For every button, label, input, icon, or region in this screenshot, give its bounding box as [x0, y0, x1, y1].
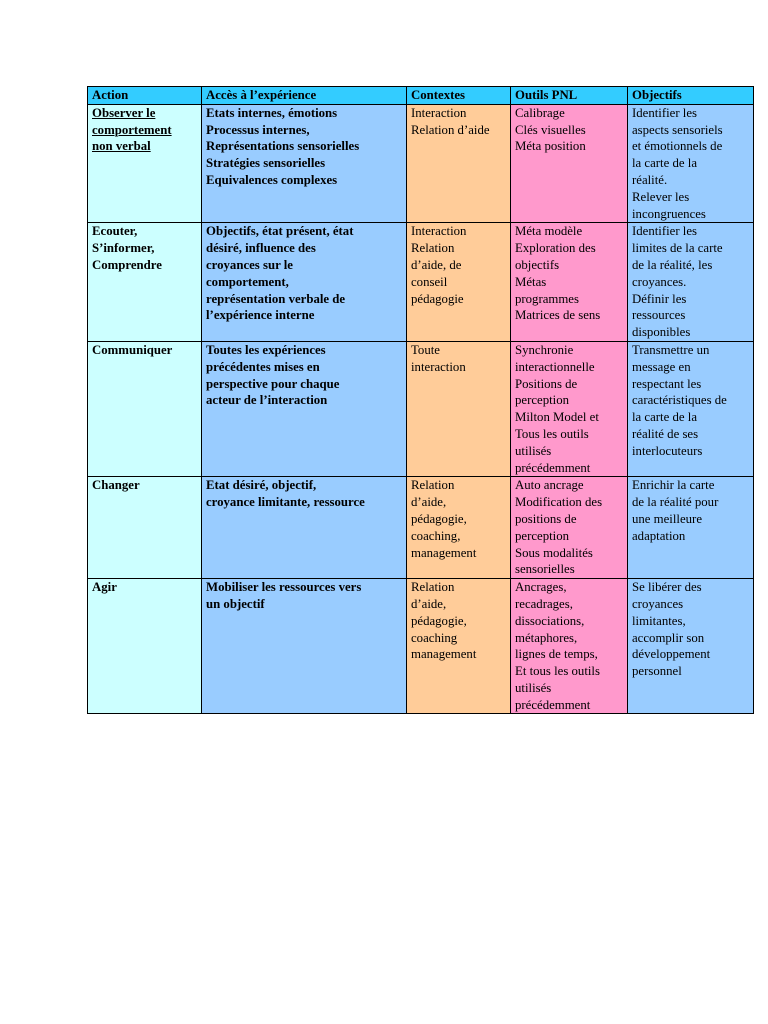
cell-line: Relever les — [632, 189, 690, 204]
cell-line: d’aide, — [411, 495, 447, 510]
cell-line: Représentations sensorielles — [206, 139, 360, 154]
cell-line: Transmettre un — [632, 342, 710, 357]
cell-line: croyances sur le — [206, 257, 293, 272]
cell-line: interlocuteurs — [632, 443, 703, 458]
cell-line: objectifs — [515, 257, 560, 272]
cell-line: croyances — [632, 596, 684, 611]
cell-line: S’informer, — [92, 241, 155, 256]
cell-contextes — [407, 477, 511, 579]
cell-line: Identifier les — [632, 105, 698, 120]
header-action: Action — [88, 87, 202, 105]
cell-line: utilisés — [515, 443, 552, 458]
header-objectifs: Objectifs — [628, 87, 754, 105]
cell-outils — [511, 477, 628, 579]
cell-line: Etat désiré, objectif, — [206, 478, 317, 493]
cell-line: message en — [632, 359, 691, 374]
cell-action — [88, 341, 202, 476]
cell-acces — [202, 579, 407, 714]
cell-line: Agir — [92, 580, 117, 595]
cell-outils — [511, 223, 628, 342]
cell-action — [88, 223, 202, 342]
cell-line: respectant les — [632, 376, 702, 391]
cell-contextes — [407, 341, 511, 476]
cell-line: incongruences — [632, 206, 706, 221]
cell-line: Et tous les outils — [515, 664, 600, 679]
cell-line: de la réalité, les — [632, 257, 713, 272]
cell-contextes — [407, 579, 511, 714]
cell-line: Mobiliser les ressources vers — [206, 580, 362, 595]
header-contextes: Contextes — [407, 87, 511, 105]
cell-line: la carte de la — [632, 156, 698, 171]
cell-objectifs — [628, 477, 754, 579]
cell-action — [88, 579, 202, 714]
cell-line: Positions de — [515, 376, 578, 391]
cell-line: ressources — [632, 308, 686, 323]
cell-line: pédagogie, — [411, 613, 467, 628]
cell-line: Auto ancrage — [515, 478, 584, 493]
cell-line: accomplir son — [632, 630, 705, 645]
cell-line: Relation — [411, 241, 455, 256]
cell-acces — [202, 104, 407, 223]
cell-objectifs — [628, 223, 754, 342]
cell-line: croyances. — [632, 274, 687, 289]
cell-line: comportement, — [206, 274, 289, 289]
table-row — [88, 477, 754, 579]
cell-acces — [202, 341, 407, 476]
cell-line: croyance limitante, ressource — [206, 495, 365, 510]
table-row — [88, 579, 754, 714]
pnl-table — [87, 86, 754, 714]
cell-line: Identifier les — [632, 224, 698, 239]
cell-line: interactionnelle — [515, 359, 595, 374]
cell-line: lignes de temps, — [515, 647, 598, 662]
cell-line: Relation — [411, 478, 455, 493]
cell-line: de la réalité pour — [632, 495, 719, 510]
cell-line: Interaction — [411, 105, 467, 120]
cell-objectifs — [628, 104, 754, 223]
cell-line: recadrages, — [515, 596, 573, 611]
table-row — [88, 104, 754, 223]
cell-line: Observer le — [92, 105, 156, 120]
cell-line: Ecouter, — [92, 224, 138, 239]
cell-line: dissociations, — [515, 613, 585, 628]
cell-line: sensorielles — [515, 562, 575, 577]
cell-line: Relation — [411, 580, 455, 595]
cell-line: comportement — [92, 122, 172, 137]
cell-line: Calibrage — [515, 105, 565, 120]
cell-line: Synchronie — [515, 342, 574, 357]
cell-line: pédagogie, — [411, 511, 467, 526]
cell-line: Etats internes, émotions — [206, 105, 338, 120]
cell-line: acteur de l’interaction — [206, 393, 328, 408]
cell-objectifs — [628, 579, 754, 714]
cell-line: précédemment — [515, 460, 591, 475]
cell-line: Processus internes, — [206, 122, 310, 137]
cell-line: Milton Model et — [515, 410, 599, 425]
cell-contextes — [407, 223, 511, 342]
cell-line: programmes — [515, 291, 579, 306]
cell-line: Exploration des — [515, 241, 596, 256]
cell-line: perspective pour chaque — [206, 376, 340, 391]
cell-line: désiré, influence des — [206, 241, 316, 256]
cell-line: aspects sensoriels — [632, 122, 723, 137]
cell-contextes — [407, 104, 511, 223]
cell-line: Comprendre — [92, 257, 162, 272]
cell-line: réalité de ses — [632, 426, 699, 441]
cell-outils — [511, 341, 628, 476]
cell-line: interaction — [411, 359, 466, 374]
header-row — [88, 87, 754, 105]
cell-outils — [511, 104, 628, 223]
cell-line: Tous les outils — [515, 426, 589, 441]
cell-line: positions de — [515, 511, 577, 526]
cell-line: d’aide, de — [411, 257, 462, 272]
table-body — [88, 104, 754, 714]
cell-line: limites de la carte — [632, 241, 723, 256]
cell-line: Ancrages, — [515, 580, 567, 595]
cell-line: utilisés — [515, 680, 552, 695]
cell-line: Toutes les expériences — [206, 342, 326, 357]
cell-line: Stratégies sensorielles — [206, 156, 326, 171]
cell-line: management — [411, 647, 477, 662]
cell-line: Objectifs, état présent, état — [206, 224, 354, 239]
cell-line: développement — [632, 647, 711, 662]
cell-line: Changer — [92, 478, 140, 493]
cell-line: caractéristiques de — [632, 393, 727, 408]
cell-line: perception — [515, 528, 570, 543]
cell-line: Clés visuelles — [515, 122, 586, 137]
cell-objectifs — [628, 341, 754, 476]
cell-line: Méta position — [515, 139, 586, 154]
cell-line: et émotionnels de — [632, 139, 723, 154]
cell-line: management — [411, 545, 477, 560]
cell-line: adaptation — [632, 528, 686, 543]
cell-action — [88, 477, 202, 579]
cell-line: un objectif — [206, 596, 265, 611]
cell-line: disponibles — [632, 325, 691, 340]
cell-line: Se libérer des — [632, 580, 702, 595]
cell-line: métaphores, — [515, 630, 578, 645]
cell-line: conseil — [411, 274, 448, 289]
cell-line: précédemment — [515, 697, 591, 712]
cell-line: coaching, — [411, 528, 461, 543]
cell-line: précédentes mises en — [206, 359, 320, 374]
cell-outils — [511, 579, 628, 714]
cell-line: l’expérience interne — [206, 308, 315, 323]
header-outils: Outils PNL — [511, 87, 628, 105]
cell-line: Enrichir la carte — [632, 478, 715, 493]
cell-line: Matrices de sens — [515, 308, 601, 323]
cell-line: d’aide, — [411, 596, 447, 611]
cell-acces — [202, 223, 407, 342]
cell-line: Equivalences complexes — [206, 172, 338, 187]
cell-line: Modification des — [515, 495, 603, 510]
table-row — [88, 223, 754, 342]
cell-line: une meilleure — [632, 511, 702, 526]
cell-line: pédagogie — [411, 291, 464, 306]
header-acces: Accès à l’expérience — [202, 87, 407, 105]
cell-line: Communiquer — [92, 342, 173, 357]
table-row — [88, 341, 754, 476]
cell-action — [88, 104, 202, 223]
cell-line: limitantes, — [632, 613, 686, 628]
cell-line: personnel — [632, 664, 682, 679]
cell-line: la carte de la — [632, 410, 698, 425]
cell-line: perception — [515, 393, 570, 408]
cell-line: Interaction — [411, 224, 467, 239]
cell-line: Définir les — [632, 291, 687, 306]
cell-line: non verbal — [92, 139, 151, 154]
cell-line: Sous modalités — [515, 545, 593, 560]
cell-line: représentation verbale de — [206, 291, 346, 306]
cell-line: coaching — [411, 630, 458, 645]
cell-acces — [202, 477, 407, 579]
cell-line: Métas — [515, 274, 547, 289]
cell-line: Toute — [411, 342, 440, 357]
cell-line: Méta modèle — [515, 224, 583, 239]
cell-line: Relation d’aide — [411, 122, 490, 137]
cell-line: réalité. — [632, 172, 668, 187]
